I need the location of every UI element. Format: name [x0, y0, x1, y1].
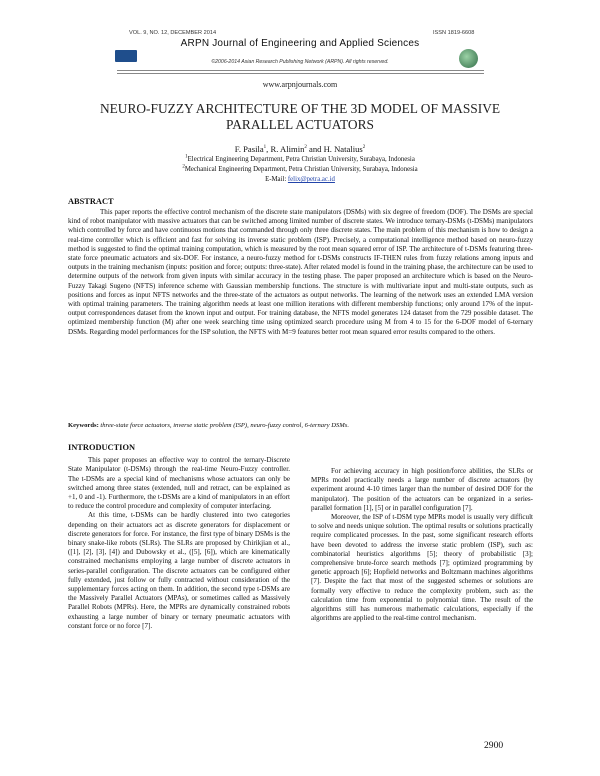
paragraph: At this time, t-DSMs can be hardly clustered into two categories depending on their actuators act as discrete generators for displacement or discrete generators for force. For instance, the first type of binary DSMs is the binary snake-like robots (SLRs). The SLRs are proposed by Chirikjian et al., ([1], [2], [3], [4]) and Dubowsky et al., ([5], [6]), which are kinematically constrained mechanisms employing a large number of discrete actuators in series-parallel configuration. The discrete actuators can be configured either fully extended, just follow or fully contracted without consideration of the supplementary forces acting on them. In addition, the second type t-DSMs are the Massively Parallel Actuators (MPAs), or sometimes called as Massively Parallel Robots (MPRs). Here, the MPRs are dynamically constrained robots exhausting a large number of binary or ternary pneumatic actuators with constant force or no force [7]. [68, 511, 290, 630]
issn: ISSN 1819-6608 [433, 30, 475, 36]
affiliation-1: $^1$Electrical Engineering Department, Petra Christian University, Surabaya, Indonesia [185, 154, 415, 163]
title-line: NEURO-FUZZY ARCHITECTURE OF THE 3D MODEL OF MASSIVE [99, 101, 501, 116]
author-list: F. Pasila$^1$, R. Alimin$^2$ and H. Natalius$^2$ [234, 144, 366, 154]
email-line: E-Mail: felix@petra.ac.id [265, 176, 335, 183]
column-left [68, 443, 290, 631]
header-rule [117, 70, 484, 71]
copyright-line: ©2006-2014 Asian Research Publishing Network (ARPN). All rights reserved. [211, 59, 389, 65]
author: F. Pasila [234, 144, 264, 154]
paragraph: For achieving accuracy in high position/force abilities, the SLRs or MPRs model practically needs a large number of discrete actuators (by experiment around 4-10 times larger than the number of desired DOF for the manipulator). The position of the actuators can be organized in a series-parallel formation [1], [5] or in parallel configuration [7]. [311, 467, 533, 512]
section-heading: INTRODUCTION [68, 443, 136, 452]
volume-info: VOL. 9, NO. 12, DECEMBER 2014 [129, 30, 217, 36]
abstract-body: This paper reports the effective control mechanism of the discrete state manipulators (DSMs) with six degree of freedom (DOF). The DSMs are special kind of robot manipulator with massive actuators that can be switched among limited number of discrete states. We introduce ternary-DSMs (t-DSMs) manipulators which controlled by force and have continuous motions that commanded through only three discrete states. The main problem of this mechanism is how to design a real-time controller which is efficient and fast for solving its inverse static problem (ISP). Precisely, a computational intelligence method based on neuro-fuzzy method is suggested to find the optimal training computation, which is measured by the root mean squared error of ISP. The architecture of t-DSMs featuring three-state force pneumatic actuators and six-DOF. For instance, a neuro-fuzzy method for t-DSMs constructs IF-THEN rules from fuzzy relations among inputs and outputs in the training mechanism (inputs: position and force; outputs: three-state). After related model is found in the training phase, the architecture can be used to determine outputs of the network from given inputs with similar accuracy in the testing phase. The paper proposed an architecture which is based on the Neuro-Fuzzy Takagi Sugeno (NFTS) inference scheme with Gaussian membership functions. The structure is with multivariate input and multi-state outputs, such as positions and forces as input NFTS networks and the three-state of the actuators as output networks. The learning of the network uses an extended LMA version with optimal training parameters. The training algorithm needs at least one million iterations with different membership functions; only around 17% of the input-output correspondences dataset from the known input and output. For training database, the NFTS model generates 124 dataset from the 729 possible dataset. The optimized membership function (M) after one week searching time using optimized search procedure using M from 4 to 15 for the 6-DOF model of 6-ternary DSMs. Regarding model performances for the ISP solution, the NFTS with M=9 features better root mean squared error results compared to the others. [68, 208, 533, 336]
paragraph: Moreover, the ISP of t-DSM type MPRs model is usually very difficult to solve and needs unique solution. The optimal results or solutions practically require complicated processes. In the past, some significant research efforts have been devoted to address the inverse static problem (ISP), such as: combinatorial heuristics algorithms [5]; theory of probabilistic [3]; comprehensive brute-force search methods [7]; optimized programming by genetic approach [6]; Hopfield networks and Boltzmann machines algorithms [7]. Despite the fact that most of the suggested schemes or solutions are formally very effective to reduce the complexity problem, such as: the calculation time from exponential to polynomial time. The result of the algorithms still has numerous mathematic calculations, especially if the algorithms are applied to the real-time control mechanism. [311, 513, 533, 623]
affiliation-2: $^2$Mechanical Engineering Department, Petra Christian University, Surabaya, Indonesia [182, 164, 418, 173]
page-number: 2900 [484, 740, 504, 751]
email-link[interactable]: felix@petra.ac.id [287, 176, 335, 183]
abstract-heading: ABSTRACT [68, 197, 114, 206]
website: www.arpnjournals.com [262, 80, 338, 89]
title-line: PARALLEL ACTUATORS [226, 117, 374, 132]
keywords: Keywords: three-state force actuators, inverse static problem (ISP), neuro-fuzzy control, 6-ternary DSMs. [68, 422, 349, 429]
column-right [311, 467, 533, 623]
paper-title [60, 101, 540, 133]
paragraph: This paper proposes an effective way to control the ternary-Discrete State Manipulator (t-DSMs) through the real-time Neuro-Fuzzy controller. The t-DSMs are a special kind of mechanisms whose actuators can only be switched among three states (extended, null and retract, can be explained as +1, 0 and -1). Furthermore, the t-DSMs are a kind of manipulators in an effort to reduce the control procedure and complexity of computer interfacing. [68, 456, 290, 511]
journal-name: ARPN Journal of Engineering and Applied Sciences [180, 38, 420, 49]
header-rule-2 [117, 73, 484, 74]
